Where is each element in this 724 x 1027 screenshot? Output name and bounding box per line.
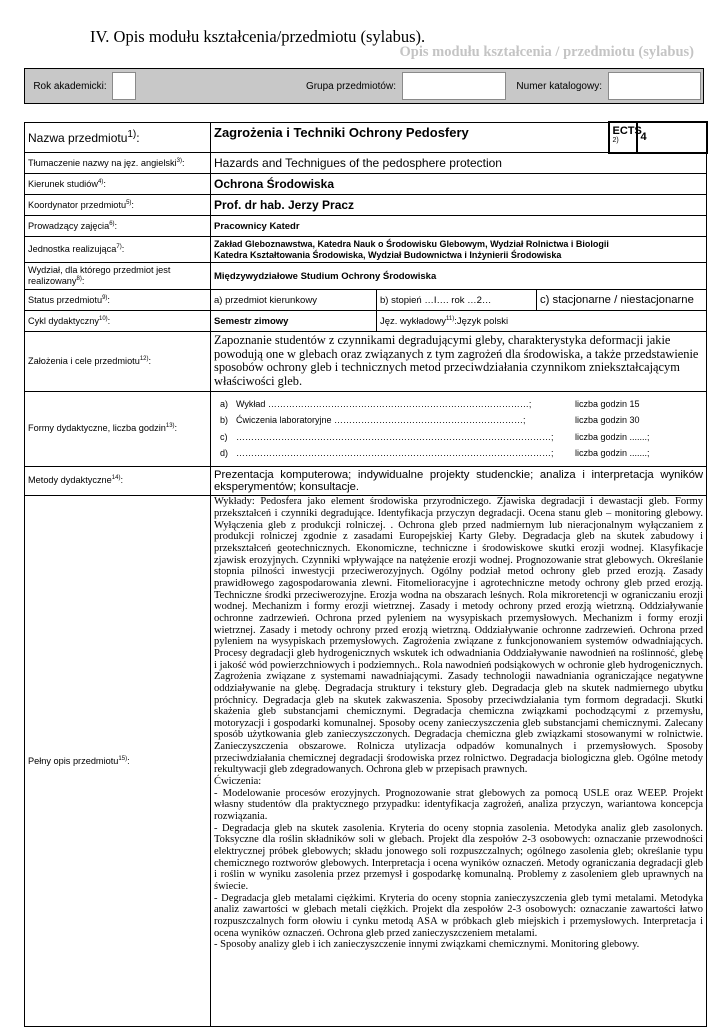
- unit-label: Jednostka realizująca$^{7)}$:: [25, 237, 211, 263]
- cycle-value: Semestr zimowy: [211, 311, 377, 332]
- subject-group-field[interactable]: [402, 72, 506, 100]
- field-of-study-label: Kierunek studiów$^{4)}$:: [25, 174, 211, 195]
- academic-year-label: Rok akademicki:: [33, 80, 107, 92]
- status-label: Status przedmiotu$^{9)}$:: [25, 290, 211, 311]
- coordinator-value: Prof. dr hab. Jerzy Pracz: [211, 195, 707, 216]
- catalog-header-bar: [24, 68, 704, 104]
- language-value: Jęz. wykładowy$^{11)}$:Język polski: [377, 311, 707, 332]
- watermark: Opis modułu kształcenia / przedmiotu (sylabus): [399, 44, 694, 60]
- row-translation: [25, 153, 707, 174]
- description-paragraph: - Degradacja gleb na skutek zasolenia. Kryteria do oceny stopnia zasolenia. Metodyka analiz gleb zasolonych. Toksyczne dla roślin składników soli w glebach. Projekt dla zespołów 2-3 osobowych: oznaczanie przewodności elektrycznej próbek glebowych; składu jonowego soli rozpuszczalnych; ogólnego zasolenia gleb; określanie typu chemicznego roztworów glebowych. Interpretacja i ocena wyników oznaczeń. Metody ograniczania degradacji gleb i roślin w wyniku zasolenia przez przemysł i gospodarkę komunalną. Problemy z zasoleniem gleb uprawnych na świecie.: [214, 822, 704, 892]
- goals-value: Zapoznanie studentów z czynnikami degradującymi gleby, charakterystyka deformacji jakie powodują one w glebach oraz związanych z tym zagrożeń dla środowiska, a także przedstawienie sposobów ochrony gleb i technicznych metod przeciwdziałania czynnikom zniekształcającym właściwości gleb.: [211, 332, 707, 391]
- description-paragraph: Wykłady: Pedosfera jako element środowiska przyrodniczego. Zjawiska degradacji i dewastacji gleb. Formy przekształceń i czynniki degradujące. Identyfikacja przyczyn degradacji. Ocena stanu gleb – monitoring glebowy. Wyłączenia gleb z produkcji rolniczej. . Ochrona gleb przed nadmiernym lub nieracjonalnym wyłączaniem z produkcji rolniczej zgodnie z zasadami Europejskiej Karty Gleby. Degradacja gleb na skutek zabudowy i przekształceń geotechnicznych. Ekonomiczne, techniczne i środowiskowe skutki erozji wodnej. Klasyfikacje zjawisk erozyjnych. Czynniki wpływające na natężenie erozji wodnej. Prognozowanie strat glebowych. Określanie stopnia pilności inwestycji przeciwerozyjnych. Ogólny podział metod ochrony gleb przed erozją. Zasady prawidłowego zagospodarowania zlewni. Fitomelioracyjne i agrotechniczne metody ochrony gleb przed erozją. Techniczne środki przeciwerozyjne. Erozja wodna na obszarach leśnych. Rola mikroretencji w ograniczaniu erozji wodnej. Mechanizm i formy erozji wietrznej. Zasady i metody ochrony przed erozją wietrzną. Oddziaływanie ochronne zadrzewień. Ochrona przed pyleniem na wysypiskach przemysłowych. Mechanizm i formy erozji wietrznej. Zasady i metody ochrony przed erozją wietrzną. Oddziaływanie ochronne zadrzewień. Ochrona przed pyleniem na wysypiskach przemysłowych. Zagrożenia związane z funkcjonowaniem systemów odwadniających. Procesy degradacji gleb hydrogenicznych wskutek ich odwadniania Oddziaływanie nawodnień na roślinność, glebę i jakość wód powierzchniowych i podziemnych.. Rola nawodnień podsiąkowych w ochronie gleb hydrogenicznych. Zagrożenia związane z systemami nawadniającymi. Zasady technologii nawadniania ograniczające negatywne oddziaływanie na glebę. Degradacja struktury i tekstury gleb. Degradacja gleb na skutek nadmiernego ubytku próchnicy. Degradacja gleb na skutek zakwaszenia. Sposoby przeciwdziałania tym formom degradacji. Skutki skażenia gleb substancjami chemicznymi. Degradacja chemiczna związkami pochodzącymi z przemysłu, motoryzacji i gospodarki komunalnej. Sposoby oceny zanieczyszczenia gleb substancjami chemicznymi. Zalecany sposób użytkowania gleb zanieczyszczonych. Degradacja chemiczna gleb związkami stosowanymi w rolnictwie. Zanieczyszczenia obszarowe. Rolnicza utylizacja odpadów komunalnych i przemysłowych. Sposoby przeciwdziałania chemicznej degradacji środowiska przez rolnictwo. Degradacja biologiczna gleb. Ogólne metody rekultywacji gleb zdegradowanych. Ochrona gleb w przepisach prawnych.: [214, 496, 704, 776]
- form-item: a) Wykład ……………………………………………………………………………; liczba godzin 15: [220, 398, 640, 409]
- row-unit: [25, 237, 707, 263]
- form-item: d) ……………………………………………………………………………………………; liczba godzin .......;: [220, 448, 650, 459]
- faculty-label: Wydział, dla którego przedmiot jest realizowany$^{8)}$:: [25, 263, 211, 290]
- forms-label: Formy dydaktyczne, liczba godzin$^{13)}$:: [25, 391, 211, 466]
- row-field-of-study: [25, 174, 707, 195]
- description-paragraph: Ćwiczenia:: [214, 776, 262, 788]
- academic-year-field[interactable]: [112, 72, 136, 100]
- status-b: b) stopień …I…. rok …2…: [377, 290, 537, 311]
- description-label: Pełny opis przedmiotu$^{15)}$:: [25, 496, 211, 1027]
- unit-line-1: Zakład Gleboznawstwa, Katedra Nauk o Środowisku Glebowym, Wydział Rolnictwa i Biologii: [214, 239, 609, 250]
- teachers-value: Pracownicy Katedr: [211, 216, 707, 237]
- teachers-label: Prowadzący zajęcia$^{6)}$:: [25, 216, 211, 237]
- status-c: c) stacjonarne / niestacjonarne: [537, 290, 707, 311]
- form-item: b) Ćwiczenia laboratoryjne ………………………………………………………; liczba godzin 30: [220, 415, 640, 426]
- field-of-study-value: Ochrona Środowiska: [211, 174, 707, 195]
- row-course-name: [25, 122, 707, 153]
- translation-value: Hazards and Technigues of the pedosphere protection: [211, 153, 707, 174]
- row-teachers: [25, 216, 707, 237]
- syllabus-table: [24, 121, 708, 1027]
- row-methods: [25, 466, 707, 496]
- row-status: [25, 290, 707, 311]
- course-name-value: Zagrożenia i Techniki Ochrony Pedosfery: [211, 122, 609, 153]
- methods-value: Prezentacja komputerowa; indywidualne projekty studenckie; analiza i interpretacja wyników eksperymentów; konsultacje.: [211, 466, 707, 496]
- translation-label: Tłumaczenie nazwy na jęz. angielski$^{3)}$:: [25, 153, 211, 174]
- row-cycle: [25, 311, 707, 332]
- catalog-number-field[interactable]: [608, 72, 701, 100]
- methods-label: Metody dydaktyczne$^{14)}$:: [25, 466, 211, 496]
- status-a: a) przedmiot kierunkowy: [211, 290, 377, 311]
- unit-value: [211, 237, 707, 263]
- ects-label: ECTS $^{2)}$: [609, 122, 637, 153]
- row-faculty: [25, 263, 707, 290]
- description-paragraph: - Modelowanie procesów erozyjnych. Prognozowanie strat glebowych za pomocą USLE oraz WEEP. Projekt własny studentów dla praktycznego przypadku: identyfikacja zagrożeń, analiza przyczyn, wariantowa koncepcja rozwiązania.: [214, 787, 704, 823]
- row-forms: [25, 391, 707, 466]
- description-paragraph: - Degradacja gleb metalami ciężkimi. Kryteria do oceny stopnia zanieczyszczenia gleb tymi metalami. Metodyka analiz zawartości w glebach metali ciężkich. Projekt dla zespołów 2-3 osobowych: oznaczanie zawartości łatwo rozpuszczalnych form ołowiu i cynku metodą ASA w próbkach gleb miejskich i przemysłowych. Interpretacja i ocena wyników oznaczeń. Ochrona gleb przed zanieczyszczeniem metalami.: [214, 892, 704, 939]
- goals-label: Założenia i cele przedmiotu$^{12)}$:: [25, 332, 211, 391]
- unit-line-2: Katedra Kształtowania Środowiska, Wydział Budownictwa i Inżynierii Środowiska: [214, 249, 562, 260]
- cycle-label: Cykl dydaktyczny$^{10)}$:: [25, 311, 211, 332]
- ects-value: 4: [637, 122, 707, 153]
- faculty-value: Międzywydziałowe Studium Ochrony Środowiska: [211, 263, 707, 290]
- subject-group-label: Grupa przedmiotów:: [305, 80, 396, 92]
- description-paragraph: - Sposoby analizy gleb i ich zanieczyszczenie innymi związkami chemicznymi. Monitoring glebowy.: [214, 939, 640, 951]
- row-goals: [25, 332, 707, 391]
- forms-list: [211, 391, 707, 466]
- row-coordinator: [25, 195, 707, 216]
- coordinator-label: Koordynator przedmiotu$^{5)}$:: [25, 195, 211, 216]
- description-value: [211, 496, 707, 1027]
- form-item: c) ……………………………………………………………………………………………; liczba godzin .......;: [220, 431, 650, 442]
- catalog-number-label: Numer katalogowy:: [516, 80, 602, 92]
- row-description: [25, 496, 707, 1027]
- course-name-label: Nazwa przedmiotu$^{1)}$:: [25, 122, 211, 153]
- page-heading: IV. Opis modułu kształcenia/przedmiotu (sylabus).: [90, 27, 426, 46]
